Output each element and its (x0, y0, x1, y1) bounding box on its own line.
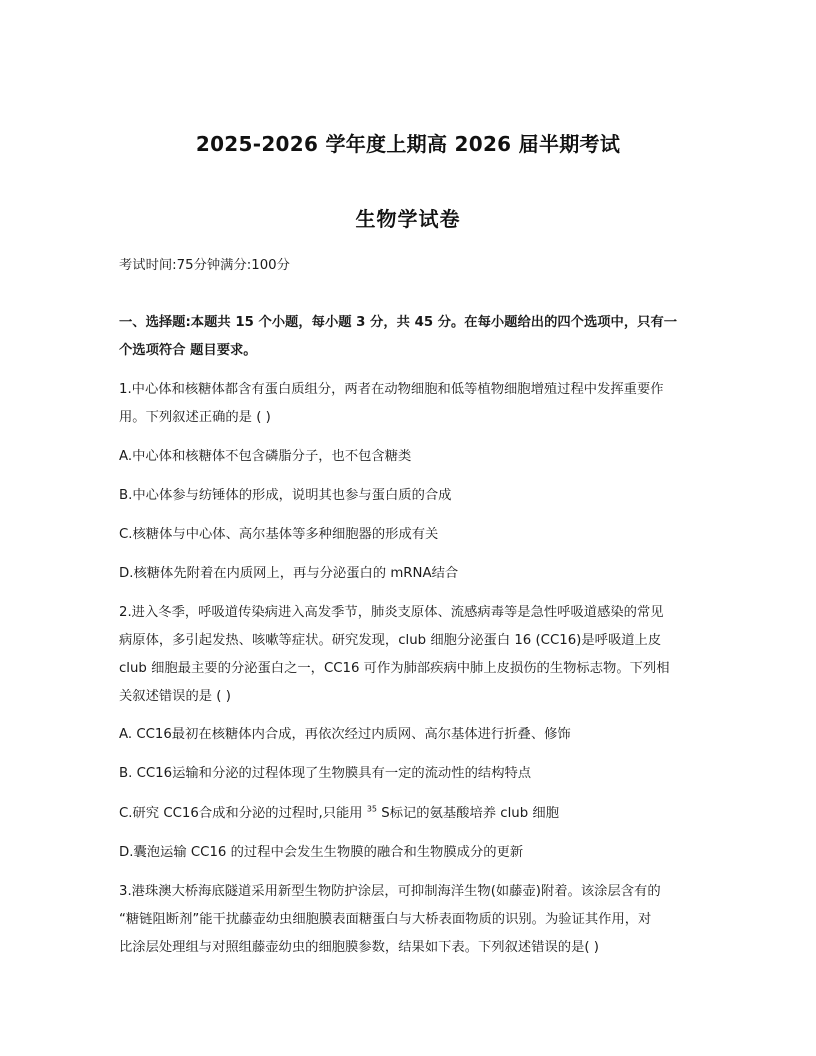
exam-info: 考试时间:75分钟满分:100分 (119, 258, 290, 273)
option-c-text-end: S标记的氨基酸培养 club 细胞 (377, 806, 559, 821)
question-2-stem-line-2: 病原体，多引起发热、咳嗽等症状。研究发现，club 细胞分泌蛋白 16 (CC16)是呼吸道上皮 (119, 633, 662, 648)
question-1-stem-line-1: 1.中心体和核糖体都含有蛋白质组分，两者在动物细胞和低等植物细胞增殖过程中发挥重要作 (119, 382, 664, 397)
question-2-stem-line-3: club 细胞最主要的分泌蛋白之一，CC16 可作为肺部疾病中肺上皮损伤的生物标志物。下列相 (119, 661, 670, 676)
question-2-option-d: D.囊泡运输 CC16 的过程中会发生生物膜的融合和生物膜成分的更新 (119, 845, 524, 860)
question-1-option-a: A.中心体和核糖体不包含磷脂分子，也不包含糖类 (119, 449, 412, 464)
question-2-option-a: A. CC16最初在核糖体内合成，再依次经过内质网、高尔基体进行折叠、修饰 (119, 727, 571, 742)
exam-title: 2025-2026 学年度上期高 2026 届半期考试 (195, 132, 621, 156)
option-c-text-start: C.研究 CC16合成和分泌的过程时,只能用 (119, 806, 367, 821)
question-3-stem-line-1: 3.港珠澳大桥海底隧道采用新型生物防护涂层，可抑制海洋生物(如藤壶)附着。该涂层含有的 (119, 884, 661, 899)
question-2-option-b: B. CC16运输和分泌的过程体现了生物膜具有一定的流动性的结构特点 (119, 766, 532, 781)
section-heading-line-1: 一、选择题:本题共 15 个小题，每小题 3 分，共 45 分。在每小题给出的四个选项中，只有一 (119, 315, 678, 330)
question-1-option-b: B.中心体参与纺锤体的形成，说明其也参与蛋白质的合成 (119, 488, 452, 503)
question-1-option-c: C.核糖体与中心体、高尔基体等多种细胞器的形成有关 (119, 527, 439, 542)
exam-subject-title: 生物学试卷 (355, 207, 461, 231)
question-2-option-c (119, 805, 701, 823)
question-3-stem-line-2: “糖链阻断剂”能干扰藤壶幼虫细胞膜表面糖蛋白与大桥表面物质的识别。为验证其作用，对 (119, 912, 652, 927)
question-1-option-d: D.核糖体先附着在内质网上，再与分泌蛋白的 mRNA结合 (119, 566, 459, 581)
question-2-stem-line-4: 关叙述错误的是 ( ) (119, 689, 231, 704)
question-2-stem-line-1: 2.进入冬季，呼吸道传染病进入高发季节，肺炎支原体、流感病毒等是急性呼吸道感染的常见 (119, 605, 664, 620)
question-3-stem-line-3: 比涂层处理组与对照组藤壶幼虫的细胞膜参数，结果如下表。下列叙述错误的是( ) (119, 940, 599, 955)
question-1-stem-line-2: 用。下列叙述正确的是 ( ) (119, 410, 271, 425)
section-heading-line-2: 个选项符合 题目要求。 (119, 343, 257, 358)
isotope-superscript: 35 (366, 804, 378, 814)
